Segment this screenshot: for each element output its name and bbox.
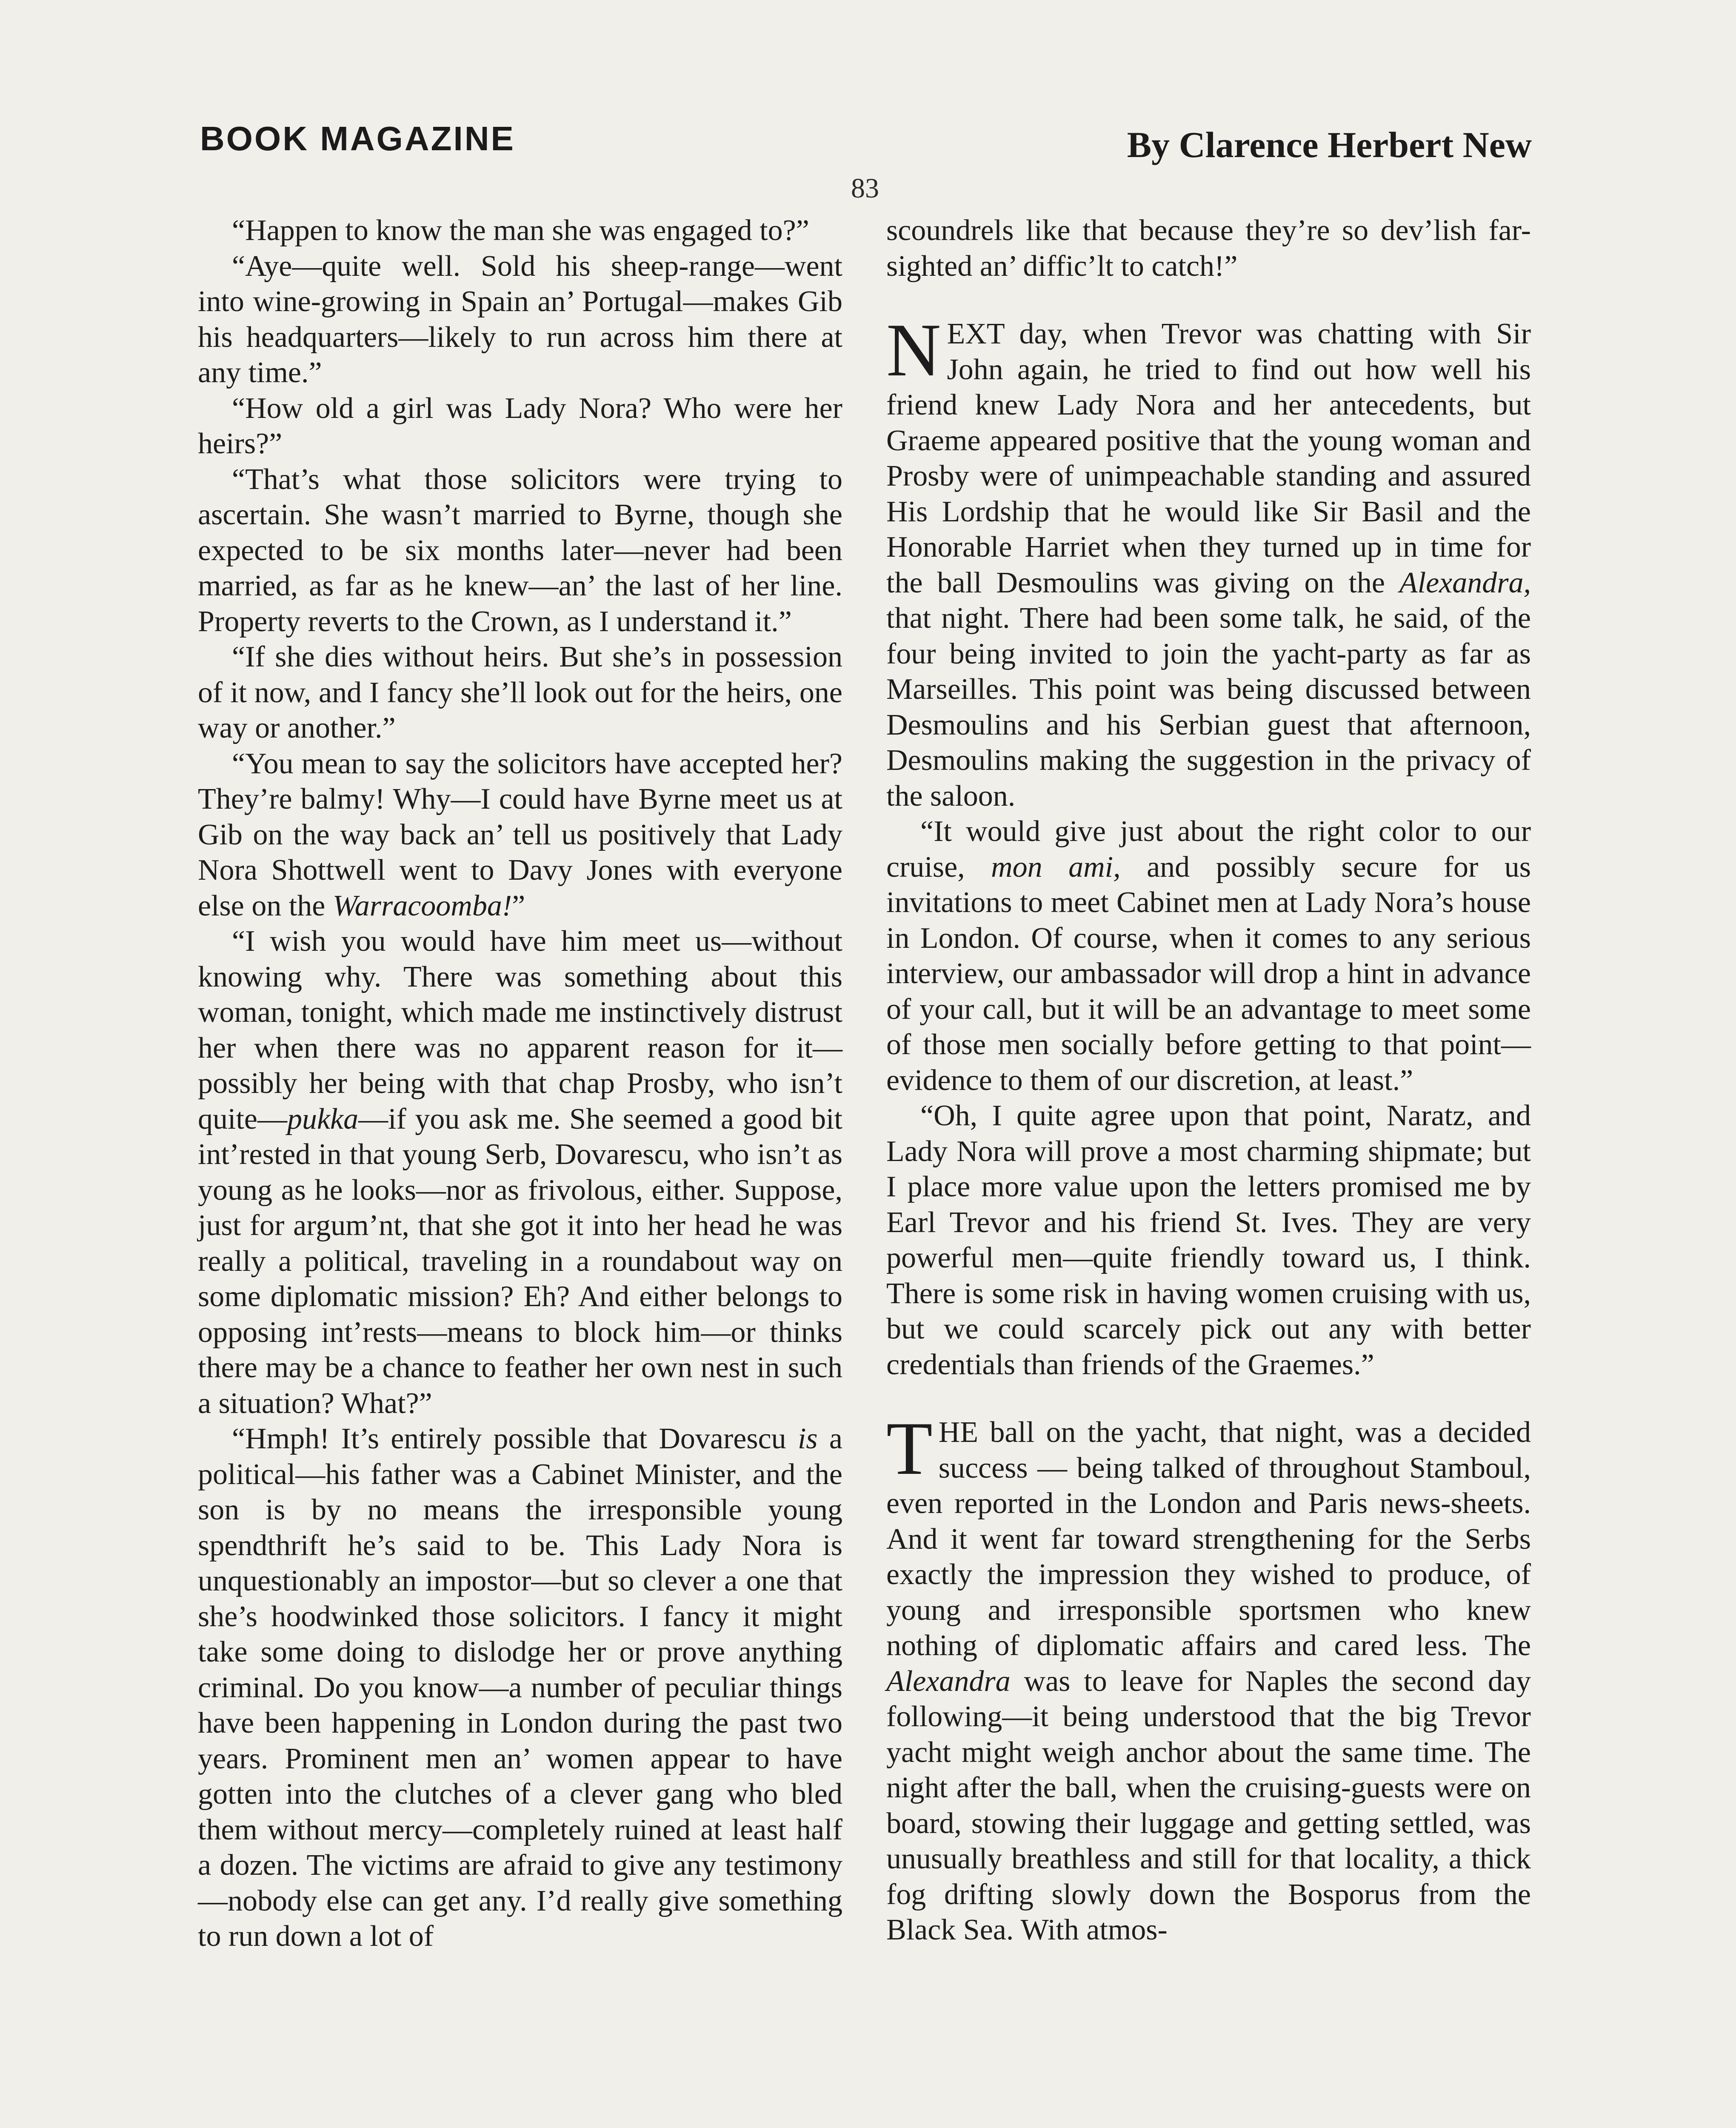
paragraph-text: —if you ask me. She seemed a good bit int’rested in that young Serb, Dovarescu, who isn’t as young as he looks—nor as frivolous, either. Suppose, just for argum’nt, that she got it into her head he was really a political, traveling in a roundabout way on some diplomatic mission? Eh? And either belongs to opposing int’rests—means to block him—or thinks there may be a chance to feather her own nest in such a situation? What?”	[198, 1102, 842, 1420]
right-column	[886, 213, 1531, 1948]
running-header-title: BOOK MAGAZINE	[200, 120, 515, 157]
ship-name-italic: Alexandra	[886, 1665, 1011, 1698]
paragraph-text: “You mean to say the solicitors have accepted her? They’re balmy! Why—I could have Byrne meet us at Gib on the way back an’ tell us positively that Lady Nora Shottwell went to Davy Jones with everyone else on the	[198, 747, 842, 922]
paragraph-text: EXT day, when Trevor was chatting with Sir John again, he tried to find out how well his friend knew Lady Nora and her antecedents, but Graeme appeared positive that the young woman and Prosby were of unimpeachable standing and assured His Lordship that he would like Sir Basil and the Honorable Harriet when they turned up in time for the ball Desmoulins was giving on the	[886, 317, 1531, 599]
paragraph-text: was to leave for Naples the second day following—it being understood that the big Trevor yacht might weigh anchor about the same time. The night after the ball, when the cruising-guests were on board, stowing their luggage and getting settled, was unusually breathless and still for that locality, a thick fog drifting slowly down the Bosporus from the Black Sea. With atmos-	[886, 1665, 1531, 1946]
paragraph	[198, 746, 842, 924]
ship-name-italic: Alexandra,	[1399, 566, 1531, 599]
paragraph-text: “I wish you would have him meet us—without knowing why. There was something about this woman, tonight, which made me instinctively distrust her when there was no apparent reason for it—possibly her being with that chap Prosby, who isn’t quite—	[198, 925, 842, 1136]
paragraph: “If she dies without heirs. But she’s in possession of it now, and I fancy she’ll look out for the heirs, one way or another.”	[198, 641, 842, 744]
paragraph: “That’s what those solicitors were trying to ascertain. She wasn’t married to Byrne, though she expected to be six months later—never had been married, as far as he knew—an’ the last of her line. Property reverts to the Crown, as I understand it.”	[198, 463, 842, 638]
section-paragraph	[886, 308, 1531, 814]
ship-name-italic: Warracoomba!	[332, 889, 512, 922]
paragraph-text: HE ball on the yacht, that night, was a decided success — being talked of throughout Stamboul, even reported in the London and Paris news-sheets. And it went far toward strengthening for the Serbs exactly the impression they wished to produce, of young and irresponsible sportsmen who knew nothing of diplomatic affairs and cared less. The	[886, 1416, 1531, 1662]
paragraph: “Happen to know the man she was engaged to?”	[232, 214, 809, 247]
paragraph-text: “Hmph! It’s entirely possible that Dovarescu	[232, 1422, 798, 1455]
left-column	[198, 213, 842, 1954]
paragraph-continued: scoundrels like that because they’re so dev’lish far-sighted an’ diffic’lt to catch!”	[886, 214, 1531, 283]
paragraph	[198, 1421, 842, 1954]
page-number: 83	[851, 173, 879, 204]
paragraph-text: ”	[512, 889, 525, 922]
paragraph: “How old a girl was Lady Nora? Who were her heirs?”	[198, 392, 842, 460]
paragraph	[198, 924, 842, 1421]
italic-word: pukka	[287, 1102, 359, 1136]
italic-word: is	[797, 1422, 818, 1455]
paragraph-text: a political—his father was a Cabinet Minister, and the son is by no means the irresponsible young spendthrift he’s said to be. This Lady Nora is unquestionably an impostor—but so clever a one that she’s hoodwinked those solicitors. I fancy it might take some doing to dislodge her or prove anything criminal. Do you know—a number of peculiar things have been happening in London during the past two years. Prominent men an’ women appear to have gotten into the clutches of a clever gang who bled them without mercy—completely ruined at least half a dozen. The victims are afraid to give any testimony—nobody else can get any. I’d really give something to run down a lot of	[198, 1422, 842, 1953]
paragraph-text: that night. There had been some talk, he said, of the four being invited to join the yacht-party as far as Marseilles. This point was being discussed between Desmoulins and his Serbian guest that afternoon, Desmoulins making the suggestion in the privacy of the saloon.	[886, 602, 1531, 812]
section-paragraph	[886, 1406, 1531, 1948]
paragraph-text: and possibly secure for us invitations to meet Cabinet men at Lady Nora’s house in London. Of course, when it comes to any serious interview, our ambassador will drop a hint in advance of your call, but it will be an advantage to meet some of those men socially before getting to that point—evidence to them of our discretion, at least.”	[886, 850, 1531, 1097]
italic-phrase: mon ami,	[991, 850, 1121, 884]
paragraph	[886, 814, 1531, 1098]
drop-cap: N	[886, 308, 941, 392]
paragraph: “Oh, I quite agree upon that point, Naratz, and Lady Nora will prove a most charming shipmate; but I place more value upon the letters promised me by Earl Trevor and his friend St. Ives. They are very powerful men—quite friendly toward us, I think. There is some risk in having women cruising with us, but we could scarcely pick out any with better credentials than friends of the Graemes.”	[886, 1099, 1531, 1381]
paragraph: “Aye—quite well. Sold his sheep-range—went into wine-growing in Spain an’ Portugal—makes Gib his headquarters—likely to run across him there at any time.”	[198, 249, 842, 389]
paragraph-text: “It would give just about the right color to our cruise,	[886, 815, 1531, 884]
drop-cap: T	[886, 1406, 933, 1490]
running-header-author: By Clarence Herbert New	[1127, 124, 1532, 165]
